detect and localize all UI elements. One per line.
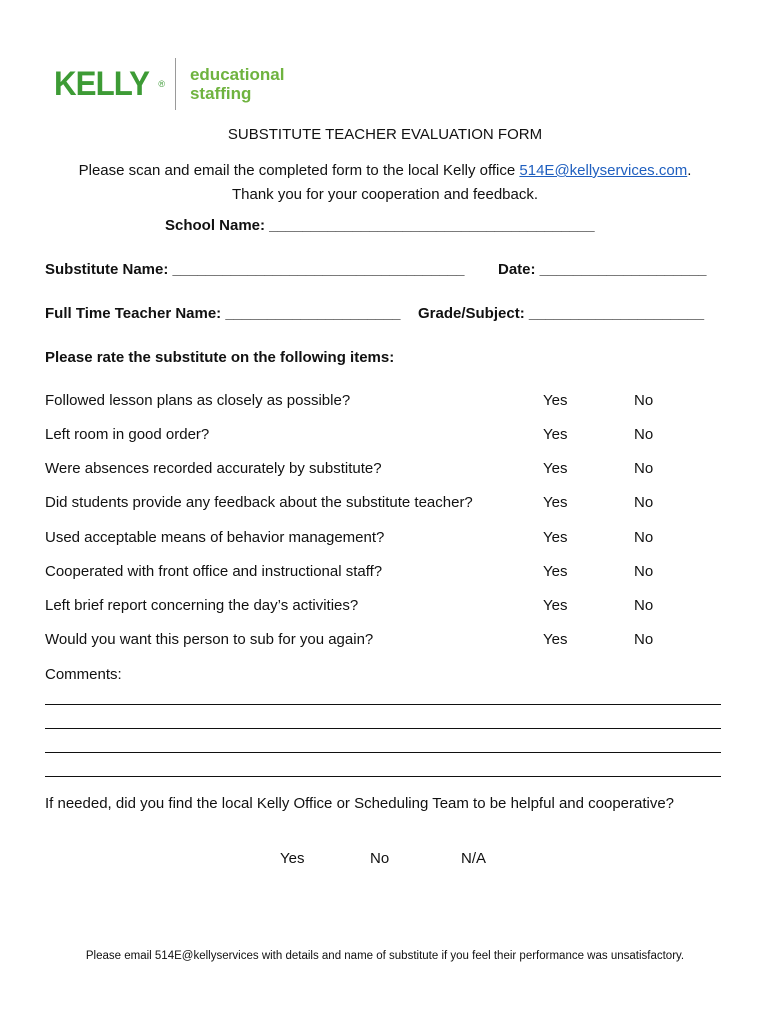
date-field[interactable]: Date: ____________________ (498, 261, 707, 278)
rating-yes-option[interactable]: Yes (543, 426, 568, 443)
comment-line[interactable] (45, 728, 721, 729)
kelly-educational-staffing-logo (54, 58, 284, 110)
logo-line-staffing: staffing (189, 84, 252, 103)
registered-mark: ® (158, 79, 165, 89)
kelly-logo-wordmark: KELLY (54, 64, 150, 103)
teacher-name-field[interactable]: Full Time Teacher Name: _____________________ (45, 305, 401, 322)
rating-no-option[interactable]: No (634, 460, 654, 477)
followup-question: If needed, did you find the local Kelly Office or Scheduling Team to be helpful and cooperative? (45, 795, 675, 812)
rating-yes-option[interactable]: Yes (543, 563, 568, 580)
rating-yes-option[interactable]: Yes (543, 392, 568, 409)
rating-row (45, 426, 725, 448)
comment-line[interactable] (45, 752, 721, 753)
rating-yes-option[interactable]: Yes (543, 529, 568, 546)
rating-row (45, 529, 725, 551)
intro-line-2: Thank you for your cooperation and feedback. (231, 186, 539, 203)
intro-line-1 (0, 159, 770, 183)
followup-na-option[interactable]: N/A (461, 850, 487, 867)
office-email-link[interactable]: 514E@kellyservices.com (519, 162, 688, 179)
rating-question: Cooperated with front office and instructional staff? (45, 563, 383, 580)
form-title: SUBSTITUTE TEACHER EVALUATION FORM (227, 126, 543, 143)
rating-question: Left brief report concerning the day’s activities? (45, 597, 359, 614)
intro-text-before: Please scan and email the completed form to the local Kelly office (78, 162, 520, 179)
rating-no-option[interactable]: No (634, 631, 654, 648)
comment-line[interactable] (45, 776, 721, 777)
comments-label: Comments: (45, 666, 122, 683)
intro-text-after: . (687, 162, 692, 179)
rating-yes-option[interactable]: Yes (543, 631, 568, 648)
rating-yes-option[interactable]: Yes (543, 460, 568, 477)
rating-row (45, 597, 725, 619)
footer-note: Please email 514E@kellyservices with details and name of substitute if you feel their performance was unsatisfactory. (85, 950, 685, 962)
rating-no-option[interactable]: No (634, 494, 654, 511)
rating-no-option[interactable]: No (634, 392, 654, 409)
grade-subject-field[interactable]: Grade/Subject: _____________________ (418, 305, 705, 322)
rating-yes-option[interactable]: Yes (543, 494, 568, 511)
rating-row (45, 631, 725, 653)
rating-no-option[interactable]: No (634, 529, 654, 546)
rating-row (45, 392, 725, 414)
logo-divider (175, 58, 176, 110)
rating-row (45, 494, 725, 516)
rating-question: Would you want this person to sub for you again? (45, 631, 374, 648)
rating-no-option[interactable]: No (634, 563, 654, 580)
followup-yes-option[interactable]: Yes (280, 850, 305, 867)
logo-subtitle (190, 65, 284, 103)
logo-line-educational: educational (189, 65, 285, 84)
rating-no-option[interactable]: No (634, 426, 654, 443)
rating-question: Did students provide any feedback about the substitute teacher? (45, 494, 473, 511)
rating-question: Followed lesson plans as closely as possible? (45, 392, 351, 409)
rating-yes-option[interactable]: Yes (543, 597, 568, 614)
rating-no-option[interactable]: No (634, 597, 654, 614)
comment-line[interactable] (45, 704, 721, 705)
substitute-name-field[interactable]: Substitute Name: ___________________________________ (45, 261, 465, 278)
rating-question: Were absences recorded accurately by substitute? (45, 460, 382, 477)
rating-heading: Please rate the substitute on the following items: (45, 349, 395, 366)
rating-row (45, 460, 725, 482)
rating-question: Used acceptable means of behavior management? (45, 529, 385, 546)
rating-row (45, 563, 725, 585)
intro-text (0, 159, 770, 207)
followup-no-option[interactable]: No (370, 850, 390, 867)
rating-question: Left room in good order? (45, 426, 210, 443)
school-name-field[interactable]: School Name: _______________________________________ (165, 217, 595, 234)
